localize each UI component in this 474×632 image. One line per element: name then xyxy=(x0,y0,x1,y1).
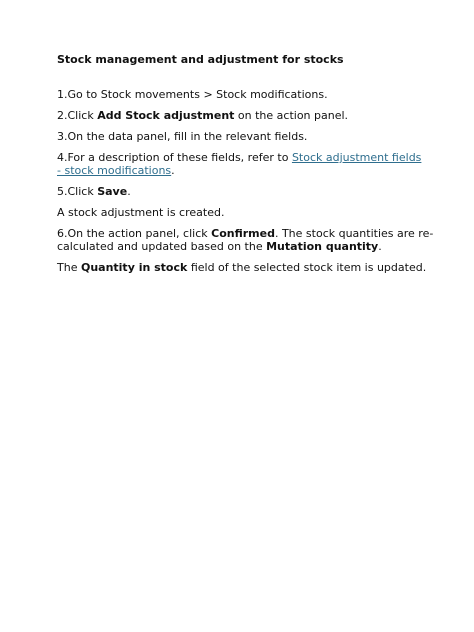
step-5 xyxy=(57,185,434,198)
step-6-text-mid: . The stock quantities are re- xyxy=(274,227,434,240)
step-1 xyxy=(57,88,434,101)
step-5-text-post: . xyxy=(127,185,131,198)
step-4 xyxy=(57,151,434,177)
step-6-bold: Confirmed xyxy=(211,227,275,240)
step-2 xyxy=(57,109,434,122)
step-6 xyxy=(57,227,434,253)
step-5-text-pre: 5.Click xyxy=(57,185,98,198)
step-4-text-post: . xyxy=(171,164,175,177)
result-updated-bold: Quantity in stock xyxy=(80,261,188,274)
step-6-text-post: . xyxy=(378,240,382,253)
step-5-bold: Save xyxy=(97,185,128,198)
result-updated-text-post: field of the selected stock item is updated. xyxy=(187,261,427,274)
step-4-text-pre: 4.For a description of these fields, refer to xyxy=(57,151,292,164)
step-3 xyxy=(57,130,434,143)
step-3-text: 3.On the data panel, fill in the relevant fields. xyxy=(57,130,308,143)
stock-adjustment-fields-link-line1[interactable]: Stock adjustment fields xyxy=(291,151,422,164)
step-6-text-line2: calculated and updated based on the xyxy=(57,240,267,253)
step-2-text-pre: 2.Click xyxy=(57,109,98,122)
result-updated xyxy=(57,261,434,274)
step-6-text-pre: 6.On the action panel, click xyxy=(57,227,212,240)
step-2-text-post: on the action panel. xyxy=(234,109,349,122)
step-1-text: 1.Go to Stock movements > Stock modifications. xyxy=(57,88,328,101)
step-6-bold2: Mutation quantity xyxy=(266,240,379,253)
result-created xyxy=(57,206,434,219)
document-title: Stock management and adjustment for stocks xyxy=(57,53,344,66)
step-2-bold: Add Stock adjustment xyxy=(97,109,235,122)
stock-adjustment-fields-link-line2[interactable]: - stock modifications xyxy=(57,164,172,177)
result-created-text: A stock adjustment is created. xyxy=(57,206,225,219)
result-updated-text-pre: The xyxy=(57,261,81,274)
